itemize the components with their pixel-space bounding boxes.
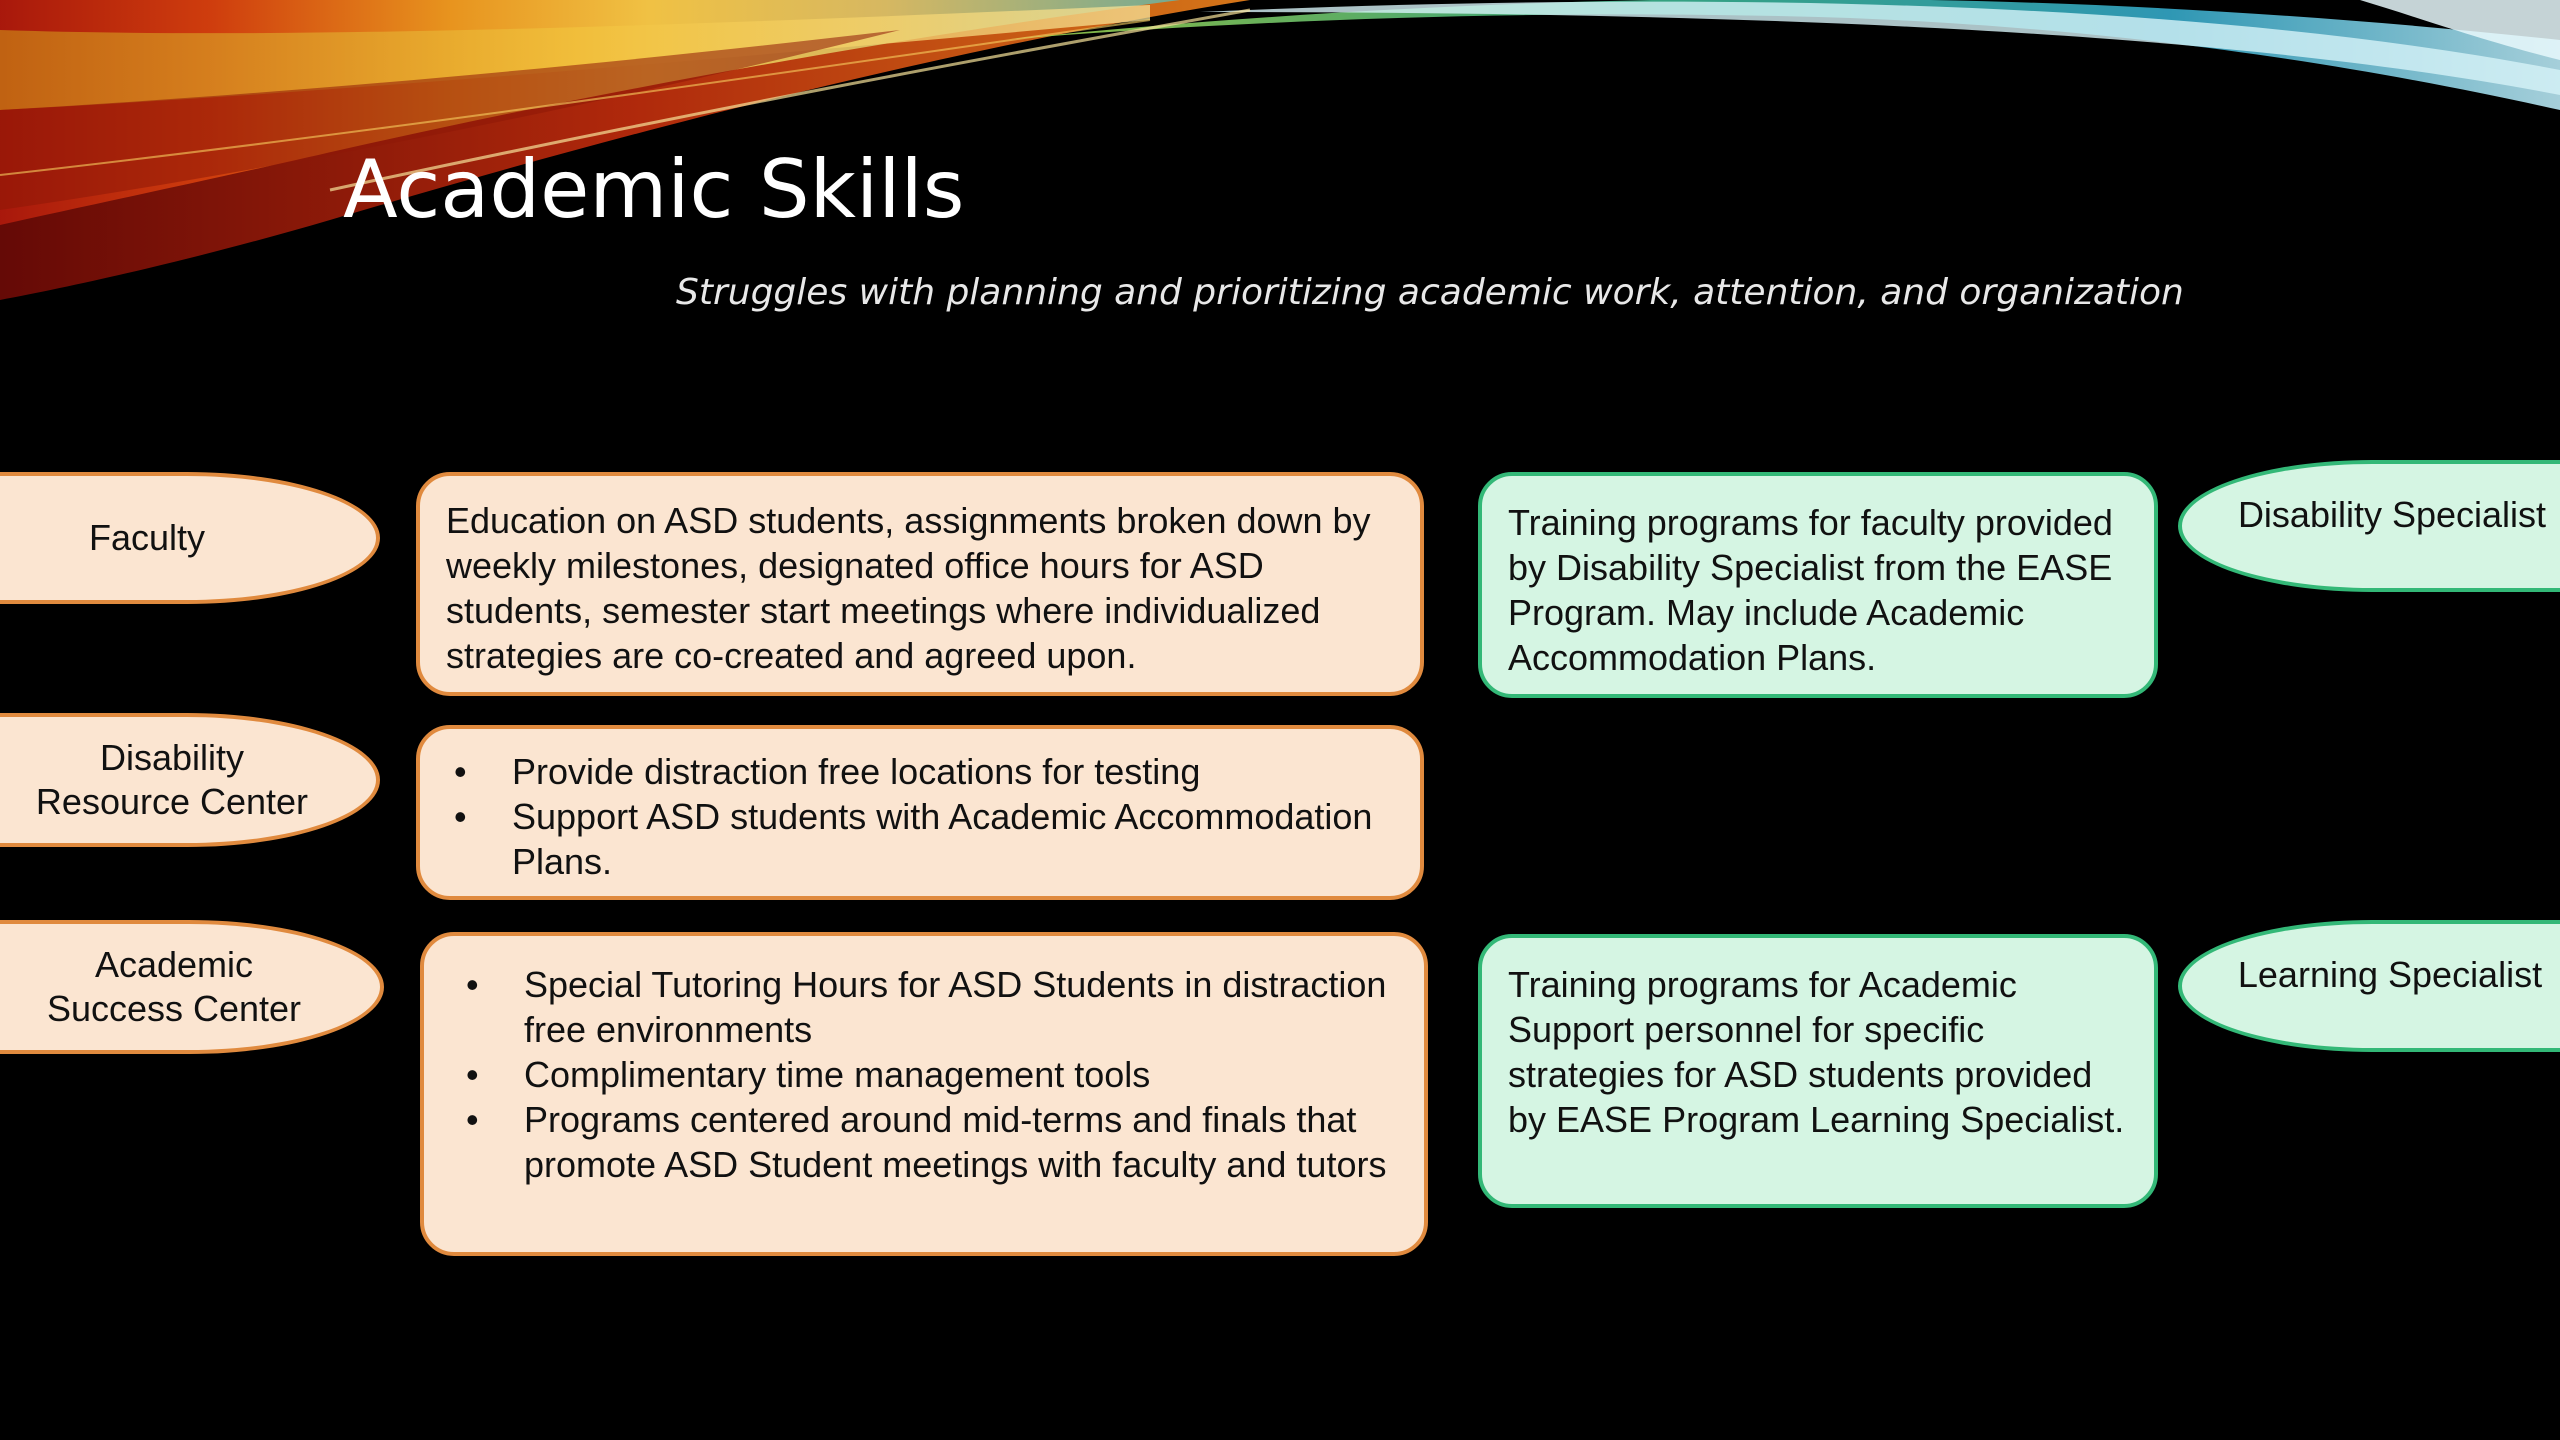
slide-subtitle: Struggles with planning and prioritizing academic work, attention, and organization xyxy=(676,272,2184,313)
disability-specialist-training-text: Training programs for faculty provided by Disability Specialist from the EASE Program. May include Academic Accommodation Plans. xyxy=(1508,502,2113,678)
list-item: • Complimentary time management tools xyxy=(466,1052,1398,1097)
list-item: • Special Tutoring Hours for ASD Students in distraction free environments xyxy=(466,962,1398,1052)
academic-success-center-box xyxy=(420,932,1428,1256)
label-disability-specialist-text: Disability Specialist xyxy=(2237,494,2547,535)
label-learning-specialist-text: Learning Specialist xyxy=(2237,954,2543,995)
disability-specialist-training-box xyxy=(1478,472,2158,698)
label-academic-success-center-line2: Success Center xyxy=(46,988,302,1029)
learning-specialist-training-box xyxy=(1478,934,2158,1208)
faculty-description-box xyxy=(416,472,1424,696)
list-item: • Support ASD students with Academic Accommodation Plans. xyxy=(454,794,1394,884)
label-disability-specialist xyxy=(2178,460,2560,592)
disability-resource-center-box xyxy=(416,725,1424,900)
list-item: • Provide distraction free locations for testing xyxy=(454,749,1394,794)
faculty-description-text: Education on ASD students, assignments broken down by weekly milestones, designated office hours for ASD students, semester start meetings where individualized strategies are co-created and agreed upon. xyxy=(446,500,1371,676)
learning-specialist-training-text: Training programs for Academic Support personnel for specific strategies for ASD students provided by EASE Program Learning Specialist. xyxy=(1508,964,2125,1140)
academic-success-center-list xyxy=(450,962,1398,1187)
list-item: • Programs centered around mid-terms and finals that promote ASD Student meetings with faculty and tutors xyxy=(466,1097,1398,1187)
label-faculty xyxy=(0,472,380,604)
disability-resource-center-list xyxy=(446,749,1394,884)
slide-title: Academic Skills xyxy=(343,143,965,236)
label-learning-specialist xyxy=(2178,920,2560,1052)
label-disability-resource-center-line2: Resource Center xyxy=(35,781,309,822)
label-faculty-text: Faculty xyxy=(88,517,206,558)
label-academic-success-center-line1: Academic xyxy=(94,944,254,985)
label-disability-resource-center xyxy=(0,713,380,847)
label-disability-resource-center-line1: Disability xyxy=(99,737,245,778)
label-academic-success-center xyxy=(0,920,384,1054)
